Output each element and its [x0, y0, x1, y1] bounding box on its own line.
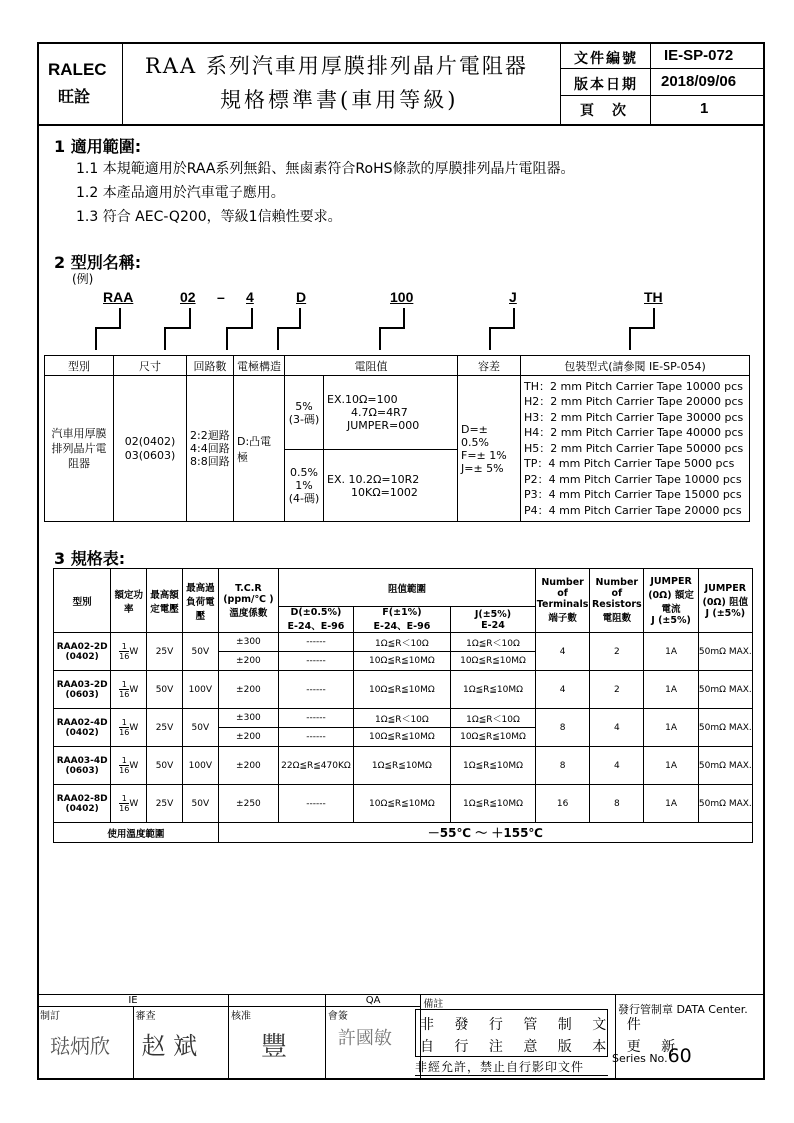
hdr-max-overload: 最高過負荷電壓	[182, 569, 218, 633]
row-d-range: ------	[279, 671, 354, 709]
issue-stamp: 發行管制章 DATA Center.	[617, 1003, 748, 1016]
row-power	[111, 633, 147, 671]
row-d-range: ------	[279, 785, 354, 823]
row-jumper-current: 1A	[644, 633, 698, 671]
size-item: 03(0603)	[124, 448, 176, 462]
row-type-code: RAA02-8D	[56, 793, 108, 804]
row-d-range: ------	[279, 652, 354, 671]
row-resistors: 4	[590, 747, 644, 785]
row-power	[111, 671, 147, 709]
row-jumper-res: 50mΩ MAX.	[698, 785, 752, 823]
row-tcr: ±300	[218, 633, 278, 652]
power-unit: W	[129, 799, 139, 809]
signature-sign: 許國敏	[337, 1028, 392, 1049]
tolerance-item: D=± 0.5%	[461, 422, 489, 449]
res-example: JUMPER=000	[347, 419, 420, 432]
hdr-range: 阻值範圍	[279, 569, 536, 607]
doc-no-value: IE-SP-072	[664, 47, 734, 64]
signature-approve: 豐	[261, 1032, 288, 1062]
row-max-voltage: 25V	[147, 709, 183, 747]
row-jumper-res: 50mΩ MAX.	[698, 671, 752, 709]
row-max-voltage: 25V	[147, 785, 183, 823]
hdr-f	[353, 607, 450, 633]
tolerance-list	[458, 376, 521, 522]
page-label: 頁 次	[580, 103, 628, 119]
col-electrode: 電極構造	[234, 356, 285, 376]
row-f-range: 1Ω≦R＜10Ω	[353, 709, 450, 728]
code-leader-lines	[0, 0, 794, 360]
row-terminals: 16	[535, 785, 589, 823]
row-j-range: 1Ω≦R≦10MΩ	[451, 747, 536, 785]
power-den: 16	[119, 690, 130, 699]
hdr-jumper-current-j: J (±5%)	[651, 614, 691, 626]
row-type-code: RAA02-2D	[56, 641, 108, 652]
col-circuits: 回路數	[187, 356, 234, 376]
row-type-size: (0603)	[65, 689, 99, 700]
type-designation-table	[44, 355, 750, 522]
scope-item: 1.2 本產品適用於汽車電子應用。	[76, 185, 285, 201]
hdr-d-series: E-24、E-96	[287, 621, 345, 632]
code-part-dash: –	[217, 289, 225, 305]
hdr-f-label: F(±1%)	[382, 607, 422, 618]
row-jumper-res: 50mΩ MAX.	[698, 709, 752, 747]
row-jumper-res: 50mΩ MAX.	[698, 747, 752, 785]
row-max-overload: 100V	[182, 747, 218, 785]
row-resistors: 8	[590, 785, 644, 823]
packaging-list	[521, 376, 750, 522]
row-tcr: ±200	[218, 671, 278, 709]
hdr-resistors-en: Number of Resistors	[591, 577, 642, 610]
row-d-range: ------	[279, 728, 354, 747]
doc-no-label: 文件編號	[574, 51, 638, 67]
row-max-voltage: 50V	[147, 671, 183, 709]
series-number	[612, 1045, 692, 1067]
col-size: 尺寸	[114, 356, 187, 376]
notice-line2: 自 行 注 意 版 本 更 新	[420, 1039, 684, 1055]
power-fraction	[119, 642, 129, 661]
row-d-range: 22Ω≦R≦470KΩ	[279, 747, 354, 785]
row-max-overload: 50V	[182, 633, 218, 671]
made-label: 制訂	[40, 1011, 60, 1022]
code-part-size: 02	[180, 289, 196, 305]
hdr-terminals-en: Number of Terminals	[536, 577, 589, 610]
row-terminals: 8	[535, 747, 589, 785]
power-den: 16	[119, 652, 130, 661]
hdr-jumper-res	[698, 569, 752, 633]
packaging-item: P4：4 mm Pitch Carrier Tape 20000 pcs	[524, 503, 742, 517]
row-type-code: RAA03-2D	[56, 679, 108, 690]
power-num: 1	[119, 680, 129, 690]
row-resistors: 2	[590, 671, 644, 709]
hdr-d	[279, 607, 354, 633]
row-max-voltage: 50V	[147, 747, 183, 785]
row-max-overload: 50V	[182, 709, 218, 747]
sign-label: 會簽	[327, 1011, 348, 1022]
scope-item: 1.3 符合 AEC-Q200，等級1信賴性要求。	[76, 209, 342, 225]
packaging-item: TH：2 mm Pitch Carrier Tape 10000 pcs	[524, 379, 743, 393]
code-part-circuits: 4	[246, 289, 254, 305]
power-den: 16	[119, 766, 130, 775]
size-item: 02(0402)	[124, 434, 176, 448]
hdr-tcr: T.C.R (ppm/℃ ) 溫度係數	[218, 569, 278, 633]
size-list	[114, 376, 187, 522]
version-value: 2018/09/06	[661, 73, 737, 90]
notice-line3: 非經允許，禁止自行影印文件	[415, 1058, 608, 1076]
brand-cn: 旺詮	[58, 87, 91, 106]
example-label: (例)	[72, 272, 94, 286]
power-unit: W	[129, 723, 139, 733]
footer-qa: QA	[325, 995, 420, 1007]
row-j-range: 10Ω≦R≦10MΩ	[451, 652, 536, 671]
made-cell	[38, 1007, 134, 1080]
code-part-packaging: TH	[644, 289, 663, 305]
doc-title-line1: RAA 系列汽車用厚膜排列晶片電阻器	[145, 54, 528, 78]
res-example: 4.7Ω=4R7	[351, 406, 408, 419]
res-1pct-examples	[324, 450, 458, 522]
row-tcr: ±200	[218, 652, 278, 671]
hdr-j	[451, 607, 536, 633]
power-num: 1	[119, 642, 129, 652]
hdr-terminals	[535, 569, 589, 633]
page-value: 1	[700, 100, 709, 117]
power-num: 1	[119, 794, 129, 804]
power-unit: W	[129, 647, 139, 657]
approve-cell	[229, 1007, 326, 1080]
footer-remark: 備註	[423, 999, 444, 1010]
signature-review: 赵 斌	[141, 1032, 198, 1060]
code-part-resistance: 100	[390, 289, 414, 305]
circuit-list	[187, 376, 234, 522]
row-j-range: 1Ω≦R≦10MΩ	[451, 671, 536, 709]
row-type	[54, 671, 111, 709]
section2-heading: 2 型別名稱:	[54, 253, 142, 272]
row-jumper-current: 1A	[644, 709, 698, 747]
packaging-item: H5：2 mm Pitch Carrier Tape 50000 pcs	[524, 441, 744, 455]
notice-line1: 非 發 行 管 制 文 件	[420, 1017, 649, 1033]
row-tcr: ±200	[218, 728, 278, 747]
hdr-terminals-cn: 端子數	[548, 613, 577, 624]
row-d-range: ------	[279, 633, 354, 652]
hdr-j-series: E-24	[481, 619, 505, 631]
signature-made: 琺炳欣	[50, 1034, 110, 1058]
row-tcr: ±250	[218, 785, 278, 823]
hdr-type: 型別	[54, 569, 111, 633]
row-jumper-res: 50mΩ MAX.	[698, 633, 752, 671]
row-f-range: 10Ω≦R≦10MΩ	[353, 652, 450, 671]
hdr-jumper-current-label: JUMPER (0Ω) 額定電流	[648, 575, 694, 615]
type-name: 汽車用厚膜排列晶片電阻器	[45, 376, 114, 522]
approve-label: 核准	[231, 1011, 251, 1022]
row-f-range: 1Ω≦R＜10Ω	[353, 633, 450, 652]
row-f-range: 1Ω≦R≦10MΩ	[353, 747, 450, 785]
spec-row	[54, 747, 753, 785]
spec-row	[54, 671, 753, 709]
packaging-item: H3：2 mm Pitch Carrier Tape 30000 pcs	[524, 410, 744, 424]
power-den: 16	[119, 804, 130, 813]
power-fraction	[119, 718, 129, 737]
sign-cell	[325, 1007, 420, 1080]
row-tcr: ±200	[218, 747, 278, 785]
review-cell	[133, 1007, 229, 1080]
series-label: Series No.	[612, 1052, 668, 1065]
row-type-size: (0402)	[65, 727, 99, 738]
spec-row	[54, 633, 753, 652]
row-f-range: 10Ω≦R≦10MΩ	[353, 728, 450, 747]
power-fraction	[119, 794, 129, 813]
row-type-code: RAA03-4D	[56, 755, 108, 766]
hdr-jumper-current	[644, 569, 698, 633]
row-type	[54, 785, 111, 823]
hdr-f-series: E-24、E-96	[373, 621, 431, 632]
spec-row	[54, 709, 753, 728]
brand-en: RALEC	[48, 60, 107, 79]
power-num: 1	[119, 756, 129, 766]
spec-row	[54, 785, 753, 823]
power-num: 1	[119, 718, 129, 728]
power-unit: W	[129, 685, 139, 695]
row-power	[111, 785, 147, 823]
circuit-item: 8:8回路	[190, 455, 230, 468]
tolerance-item: J=± 5%	[461, 461, 504, 475]
row-tcr: ±300	[218, 709, 278, 728]
review-label: 審查	[135, 1011, 156, 1022]
tolerance-item: F=± 1%	[461, 448, 507, 462]
row-max-overload: 50V	[182, 785, 218, 823]
res-1pct-label: 0.5% 1% (4-碼)	[285, 450, 324, 522]
row-terminals: 4	[535, 671, 589, 709]
temp-range-value: －55℃ ～ ＋155℃	[218, 823, 752, 843]
spec-table	[53, 568, 753, 843]
row-max-voltage: 25V	[147, 633, 183, 671]
section3-heading: 3 規格表:	[54, 549, 126, 568]
hdr-resistors	[590, 569, 644, 633]
col-resistance: 電阻值	[285, 356, 458, 376]
packaging-item: P3：4 mm Pitch Carrier Tape 15000 pcs	[524, 488, 742, 502]
section1-heading: 1 適用範圍:	[54, 137, 142, 156]
row-type-size: (0402)	[65, 651, 99, 662]
row-d-range: ------	[279, 709, 354, 728]
power-unit: W	[129, 761, 139, 771]
hdr-power: 額定功率	[111, 569, 147, 633]
hdr-jumper-res-label: JUMPER (0Ω) 阻值	[702, 582, 749, 608]
hdr-max-voltage: 最高額定電壓	[147, 569, 183, 633]
res-example: EX.10Ω=100	[327, 393, 398, 406]
res-5pct-examples	[324, 376, 458, 450]
doc-title-line2: 規格標準書(車用等級)	[220, 88, 459, 112]
hdr-jumper-res-j: J (±5%)	[705, 607, 746, 619]
power-fraction	[119, 680, 129, 699]
hdr-d-label: D(±0.5%)	[290, 607, 342, 618]
row-resistors: 4	[590, 709, 644, 747]
row-resistors: 2	[590, 633, 644, 671]
packaging-item: TP：4 mm Pitch Carrier Tape 5000 pcs	[524, 457, 735, 471]
hdr-resistors-cn: 電阻數	[602, 613, 632, 624]
row-jumper-current: 1A	[644, 747, 698, 785]
row-j-range: 1Ω≦R＜10Ω	[451, 633, 536, 652]
circuit-item: 4:4回路	[190, 442, 230, 455]
packaging-item: H2：2 mm Pitch Carrier Tape 20000 pcs	[524, 395, 744, 409]
row-terminals: 8	[535, 709, 589, 747]
res-example: EX. 10.2Ω=10R2	[327, 472, 420, 486]
row-j-range: 1Ω≦R＜10Ω	[451, 709, 536, 728]
col-type: 型別	[45, 356, 114, 376]
row-type-code: RAA02-4D	[56, 717, 108, 728]
series-value: 60	[667, 1045, 692, 1067]
row-power	[111, 747, 147, 785]
row-type-size: (0402)	[65, 803, 99, 814]
row-terminals: 4	[535, 633, 589, 671]
code-part-tolerance: J	[509, 289, 517, 305]
notice-box	[415, 1009, 684, 1057]
circuit-item: 2:2迴路	[190, 429, 230, 442]
footer-ie: IE	[38, 995, 229, 1007]
electrode: D:凸電極	[234, 376, 285, 522]
row-j-range: 1Ω≦R≦10MΩ	[451, 785, 536, 823]
row-type	[54, 633, 111, 671]
row-type-size: (0603)	[65, 765, 99, 776]
temp-range-label: 使用溫度範圍	[54, 823, 219, 843]
approval-table	[37, 994, 765, 1080]
scope-item: 1.1 本規範適用於RAA系列無鉛、無鹵素符合RoHS條款的厚膜排列晶片電阻器。	[76, 161, 575, 177]
row-f-range: 10Ω≦R≦10MΩ	[353, 785, 450, 823]
packaging-item: P2：4 mm Pitch Carrier Tape 10000 pcs	[524, 472, 742, 486]
row-jumper-current: 1A	[644, 785, 698, 823]
code-part-electrode: D	[296, 289, 307, 305]
row-type	[54, 709, 111, 747]
packaging-item: H4：2 mm Pitch Carrier Tape 40000 pcs	[524, 426, 744, 440]
row-power	[111, 709, 147, 747]
spec-table-body	[54, 633, 753, 823]
res-5pct-label: 5% (3-碼)	[285, 376, 324, 450]
power-den: 16	[119, 728, 130, 737]
code-part-type: RAA	[103, 289, 134, 305]
row-jumper-current: 1A	[644, 671, 698, 709]
res-example: 10KΩ=1002	[351, 485, 418, 499]
power-fraction	[119, 756, 129, 775]
col-tolerance: 容差	[458, 356, 521, 376]
col-packaging: 包裝型式(請參閱 IE-SP-054)	[521, 356, 750, 376]
row-f-range: 10Ω≦R≦10MΩ	[353, 671, 450, 709]
row-type	[54, 747, 111, 785]
row-max-overload: 100V	[182, 671, 218, 709]
row-j-range: 10Ω≦R≦10MΩ	[451, 728, 536, 747]
version-label: 版本日期	[574, 77, 638, 93]
hdr-j-label: J(±5%)	[474, 608, 512, 620]
